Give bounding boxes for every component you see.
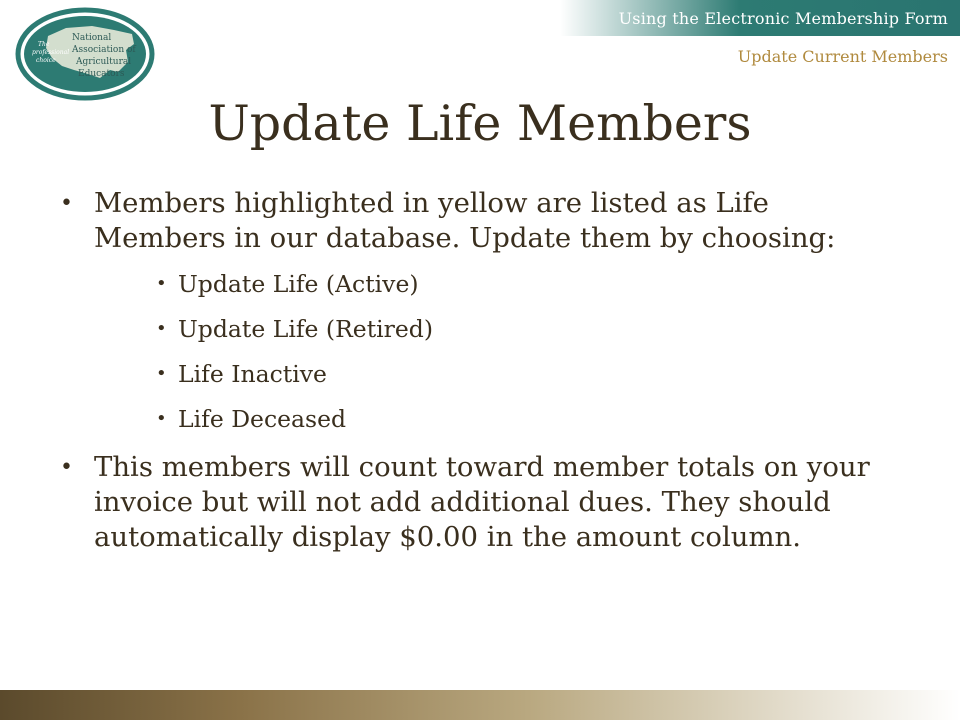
sub-bullet-list [58,270,888,433]
sub-bullet-text: Update Life (Active) [178,270,419,298]
footer-band [0,690,960,720]
svg-text:choice: choice [36,57,56,64]
sub-bullet-dot: • [156,273,167,294]
svg-text:professional: professional [32,49,70,56]
sub-bullet-text: Life Inactive [178,360,327,388]
bullet-item [58,186,888,256]
sub-bullet-item [58,360,888,388]
sub-bullet-dot: • [156,408,167,429]
bullet-text: Members highlighted in yellow are listed as Life Members in our database. Update them by choosing: [94,187,836,254]
logo-graphic [14,6,156,102]
sub-bullet-item [58,270,888,298]
slide-title: Update Life Members [208,95,752,152]
bullet-text: This members will count toward member totals on your invoice but will not add additional dues. They should automatically display $0.00 in the amount column. [94,451,870,553]
svg-text:Educators: Educators [78,69,125,79]
sub-bullet-item [58,405,888,433]
sub-bullet-text: Life Deceased [178,405,347,433]
bullet-dot: • [60,455,73,480]
sub-bullet-item [58,315,888,343]
svg-text:The: The [38,41,50,48]
sub-bullet-dot: • [156,363,167,384]
svg-text:National: National [72,33,112,43]
bullet-dot: • [60,191,73,216]
sub-bullet-dot: • [156,318,167,339]
section-label: Update Current Members [737,47,948,66]
slide-content [58,186,888,555]
svg-text:Agricultural: Agricultural [76,57,132,67]
header-band [560,0,960,36]
svg-text:Association of: Association of [72,45,136,55]
bullet-item [58,450,888,555]
sub-bullet-text: Update Life (Retired) [178,315,434,343]
presentation-title: Using the Electronic Membership Form [618,9,948,28]
naae-logo [14,6,156,102]
